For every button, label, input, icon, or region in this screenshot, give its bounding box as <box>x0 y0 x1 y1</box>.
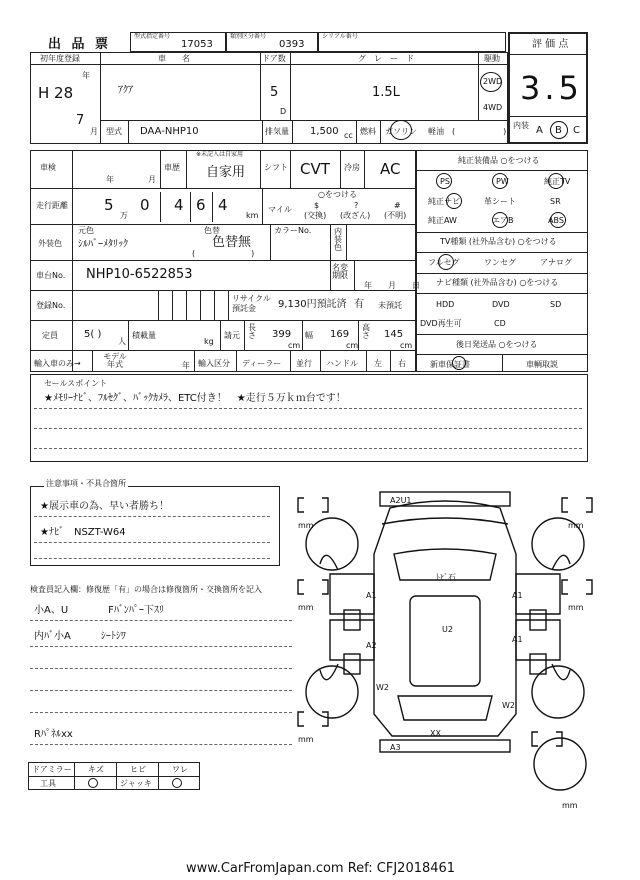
grade-value: 1.5L <box>372 85 400 100</box>
navi-title: ナビ種類 (社外品含む) ○をつける <box>436 278 559 287</box>
rating-label: 評 価 点 <box>532 39 569 50</box>
drive-2wd: 2WD <box>483 77 503 86</box>
later-manual: 車輌取説 <box>526 360 558 369</box>
person-unit: 人 <box>118 337 126 346</box>
mile-label: マイル <box>268 205 292 214</box>
sales-point-text: ★ﾒﾓﾘｰﾅﾋﾞ、ﾌﾙｾｸﾞ、ﾊﾞｯｸｶﾒﾗ、ETC付き！ ★走行５万ｋｍ台です！ <box>44 393 346 404</box>
cc-unit: cc <box>344 131 353 140</box>
recycle-yes: 有 <box>354 299 364 310</box>
navi-dvdplay: DVD再生可 <box>420 319 462 328</box>
width-label: 幅 <box>305 331 313 340</box>
interior-b: B <box>555 125 562 136</box>
chassis-label: 車台No. <box>36 271 66 280</box>
inspector-line-3: Rﾊﾟﾈﾙxx <box>34 729 73 740</box>
damage-left-wheel: W2 <box>376 683 389 692</box>
model-type: DAA-NHP10 <box>140 126 199 137</box>
doors-value: 5 <box>270 85 279 100</box>
rating-box <box>508 32 588 144</box>
damage-left-rear: A2 <box>366 641 377 650</box>
equip-leather: 革シート <box>484 197 516 206</box>
color-code-label: カラーNo. <box>274 226 312 235</box>
mm-label-5: mm <box>298 735 314 744</box>
ac-value: AC <box>380 160 401 178</box>
load-label: 積載量 <box>132 331 156 340</box>
drive-circle-icon <box>480 72 502 92</box>
drive-4wd: 4WD <box>483 103 503 112</box>
right-label: 右 <box>398 359 406 368</box>
man-unit: 万 <box>120 211 128 220</box>
altered-sym: ? <box>354 201 359 210</box>
length-value: 399 <box>272 329 292 340</box>
mileage-digit-4: 6 <box>196 196 206 214</box>
mm-label-1: mm <box>298 521 314 530</box>
class-label: 類別区分番号 <box>230 33 267 40</box>
interior-a: A <box>536 125 543 136</box>
mark-note: ○をつける <box>318 190 357 199</box>
equipment-title: 純正装備品 ○をつける <box>458 156 540 165</box>
doors-label: ドア数 <box>262 54 286 63</box>
damage-left-front: A1 <box>366 591 377 600</box>
mileage-digit-3: 4 <box>174 196 184 214</box>
dealer-label: ディーラー <box>242 359 282 368</box>
km-unit: km <box>246 211 259 220</box>
orig-color-label: 元色 <box>78 226 94 235</box>
equip-abs: ABS <box>548 216 564 225</box>
rating-value: 3.5 <box>520 69 583 107</box>
damage-rear-bumper: A3 <box>390 743 401 752</box>
model-cert-value: 17053 <box>181 39 213 50</box>
grade-label: グ レ ー ド <box>358 54 414 63</box>
drive-label: 駆動 <box>484 54 500 63</box>
first-reg-era: H 28 <box>38 84 74 102</box>
model-year-nen: 年 <box>182 361 190 370</box>
equip-sr: SR <box>550 197 561 206</box>
equip-tv: 純正TV <box>544 177 571 186</box>
shaken-year: 年 <box>106 175 114 184</box>
damage-header-break: ワレ <box>172 765 188 774</box>
fuel-diesel: 軽油 <box>428 127 444 136</box>
exterior-label: 外装色 <box>38 239 62 248</box>
class-box <box>226 32 318 52</box>
model-cert-box <box>130 32 226 52</box>
use-label: 車歴 <box>164 163 180 172</box>
footer-ref[interactable]: www.CarFromJapan.com Ref: CFJ2018461 <box>186 861 456 876</box>
left-label: 左 <box>374 359 382 368</box>
mm-label-4: mm <box>568 603 584 612</box>
recycle-label: リサイクル預託金 <box>232 294 271 313</box>
warranty-circle-icon <box>452 356 466 370</box>
fuel-circle-icon <box>390 120 412 140</box>
equip-pw: PW <box>496 177 509 186</box>
inspector-line-2: 内ﾊﾞ小A ｼｰﾄｼﾜ <box>34 631 126 642</box>
damage-jack: ジャッキ <box>120 779 152 788</box>
displacement-label: 排気量 <box>265 127 289 136</box>
reg-label: 登録No. <box>36 301 66 310</box>
exchange-text: (交換) <box>304 211 327 220</box>
cm-unit-2: cm <box>346 341 359 350</box>
model-year-label: モデル年式 <box>103 352 127 369</box>
damage-front-bumper: A2U1 <box>390 496 412 505</box>
mileage-digit-2: 0 <box>140 196 150 214</box>
later-title: 後日発送品 ○をつける <box>456 340 538 349</box>
shaken-month: 月 <box>148 175 156 184</box>
capacity-label: 定員 <box>42 331 58 340</box>
month-unit: 月 <box>90 127 98 136</box>
import-class-label: 輸入区分 <box>198 359 230 368</box>
fuel-gas: ガソリン <box>385 127 417 136</box>
fullseg-circle-icon <box>438 254 454 270</box>
jack-present-icon <box>172 778 182 788</box>
tv-full: フルセグ <box>428 258 460 267</box>
cm-unit-1: cm <box>288 341 301 350</box>
first-reg-label: 初年度登録 <box>40 54 80 63</box>
fuel-label: 燃料 <box>360 127 376 136</box>
ac-label: 冷房 <box>344 163 360 172</box>
notes-block <box>30 486 280 566</box>
later-warranty: 新車保証書 <box>430 360 470 369</box>
navi-circle-icon <box>446 193 462 209</box>
notes-line-2: ★ﾅﾋﾞ NSZT-W64 <box>40 527 126 538</box>
name-change-label: 名変期限 <box>332 263 348 280</box>
orig-color: ｼﾙﾊﾞｰﾒﾀﾘｯｸ <box>78 239 128 250</box>
damage-right-wheel: W2 <box>502 701 515 710</box>
height-label: 高さ <box>362 323 370 340</box>
notes-line-1: ★展示車の為、早い者勝ち！ <box>40 501 169 512</box>
ps-circle-icon <box>436 173 452 189</box>
inspector-line-1: 小A、U Fﾊﾞﾝﾊﾟｰ下ｽﾘ <box>34 605 164 616</box>
name-change-date: 年 月 日 <box>364 281 420 290</box>
altered-text: (改ざん) <box>340 211 371 220</box>
mm-label-3: mm <box>298 603 314 612</box>
use-note: ※未記入は自家用 <box>196 151 244 158</box>
model-type-label: 型式 <box>106 127 122 136</box>
chassis-value: NHP10-6522853 <box>86 267 193 282</box>
shaken-label: 車検 <box>40 163 56 172</box>
length-label: 長さ <box>248 323 256 340</box>
tv-circle-icon <box>548 173 564 189</box>
sales-point-label: セールスポイント <box>44 379 108 388</box>
car-name-label: 車 名 <box>158 54 190 63</box>
color-change: 色替無 <box>212 235 252 250</box>
abs-circle-icon <box>550 212 566 228</box>
height-value: 145 <box>384 329 404 340</box>
navi-hdd: HDD <box>436 300 455 309</box>
equip-aw: 純正AW <box>428 216 457 225</box>
tool-present-icon <box>88 778 98 788</box>
damage-tool: 工具 <box>40 779 56 788</box>
door-type: D <box>280 107 287 116</box>
tv-title: TV種類 (社外品含む) ○をつける <box>440 237 557 246</box>
interior-c: C <box>573 125 580 136</box>
mileage-digit-1: 5 <box>104 196 114 214</box>
damage-right-front: A1 <box>512 591 523 600</box>
capacity-value: 5( ) <box>84 329 102 340</box>
unknown-text: (不明) <box>384 211 407 220</box>
class-value: 0393 <box>279 39 305 50</box>
pw-circle-icon <box>492 173 508 189</box>
damage-right-rear: A1 <box>512 635 523 644</box>
recycle-no: 未預託 <box>378 301 402 310</box>
fuel-other: ( ) <box>452 127 507 136</box>
use-value: 自家用 <box>206 165 246 180</box>
navi-sd: SD <box>550 300 562 309</box>
inspector-label: 検査員記入欄：修復歴「有」の場合は修復箇所・交換箇所を記入 <box>30 585 262 594</box>
interior-label: 内装 <box>513 121 529 130</box>
serial-label: シリアル番号 <box>322 33 358 40</box>
damage-header-crack: ヒビ <box>130 765 146 774</box>
handle-label: ハンドル <box>326 359 358 368</box>
airbag-circle-icon <box>492 212 508 228</box>
recycle-value: 9,130円預託済 <box>278 299 347 310</box>
mileage-digit-5: 4 <box>218 196 228 214</box>
tv-analog: アナログ <box>540 258 572 267</box>
kg-unit: kg <box>204 337 214 346</box>
color-no-label: 色替 <box>204 226 220 235</box>
damage-header-scratch: キズ <box>88 765 104 774</box>
car-name: ｱｸｱ <box>118 85 133 96</box>
damage-header-mirror: ドアミラー <box>32 765 72 774</box>
tv-one: ワンセグ <box>484 258 516 267</box>
car-damage-diagram <box>290 484 600 814</box>
year-unit: 年 <box>82 71 90 80</box>
mileage-label: 走行距離 <box>36 201 68 210</box>
equip-airbag: エアB <box>492 216 514 225</box>
displacement-value: 1,500 <box>310 126 339 137</box>
import-label: 輸入車のみ→ <box>34 359 81 368</box>
damage-roof: U2 <box>442 625 453 634</box>
mm-label-2: mm <box>568 521 584 530</box>
damage-trunk: XX <box>430 729 441 738</box>
color-paren: ( ) <box>192 249 255 258</box>
equip-navi: 純正ナビ <box>428 197 460 206</box>
model-cert-label: 型式指定番号 <box>134 33 171 40</box>
mm-label-6: mm <box>562 801 578 810</box>
exchange-sym: $ <box>314 201 320 210</box>
sheet-title: 出 品 票 <box>48 37 112 52</box>
navi-cd: CD <box>494 319 506 328</box>
interior-color-label: 内装色 <box>334 227 342 252</box>
unknown-sym: # <box>394 201 401 210</box>
interior-circle-icon <box>550 121 568 139</box>
cm-unit-3: cm <box>400 341 413 350</box>
shift-value: CVT <box>300 160 330 178</box>
notes-label: 注意事項・不具合箇所 <box>46 479 126 488</box>
width-value: 169 <box>330 329 350 340</box>
equip-ps: PS <box>440 177 450 186</box>
shift-label: シフト <box>264 163 288 172</box>
first-reg-month: 7 <box>76 113 85 128</box>
navi-dvd: DVD <box>492 300 510 309</box>
parallel-label: 並行 <box>296 359 312 368</box>
request-label: 請元 <box>224 331 240 340</box>
serial-box <box>318 32 506 52</box>
damage-hood: ﾄﾋﾞ石 <box>436 573 456 582</box>
